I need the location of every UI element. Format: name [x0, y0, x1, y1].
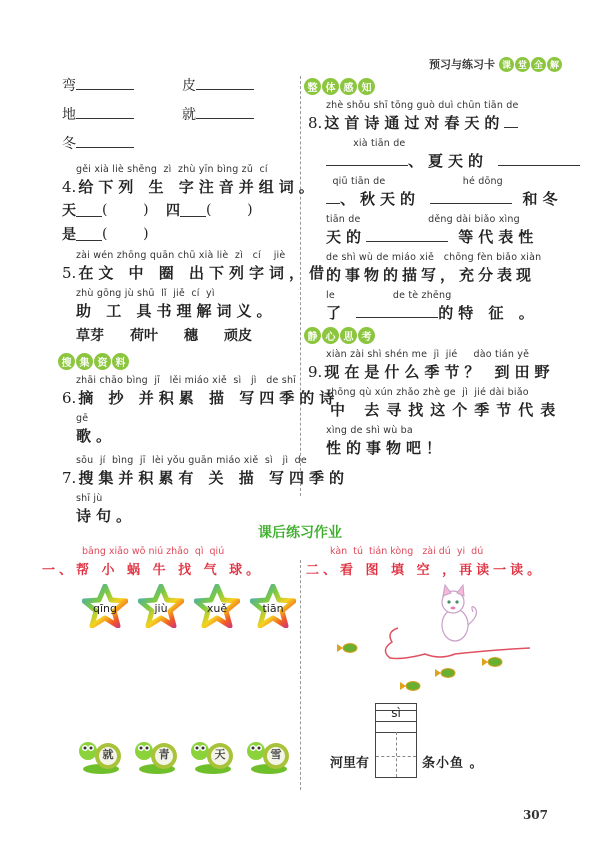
- question-text: 、秋天的 和冬: [308, 188, 558, 210]
- question-number: 5.: [62, 264, 77, 282]
- question-text: 歌。: [76, 427, 117, 445]
- pinyin-line: shī jù: [76, 493, 103, 504]
- pinyin-line: qiū tiān de hé dōng: [326, 176, 503, 187]
- page-header: [429, 56, 562, 72]
- word: 穗: [184, 328, 198, 344]
- exercise-text: 一、帮 小 蜗 牛 找 气 球。: [42, 563, 264, 578]
- pinyin-line: zhù gōng jù shū lǐ jiě cí yì: [76, 288, 215, 299]
- fill-row: [62, 128, 294, 157]
- pinyin-line: xiàn zài shì shén me jì jié dào tián yě: [326, 349, 530, 360]
- badge-char: 全: [531, 57, 546, 72]
- question-4: [62, 163, 319, 246]
- question-9: [308, 348, 563, 459]
- snail[interactable]: [189, 735, 235, 777]
- badge-char: 课: [499, 57, 514, 72]
- fill-row: [62, 198, 294, 222]
- cat-fish-illustration: [330, 580, 530, 695]
- answer-blank[interactable]: [76, 227, 102, 241]
- pinyin-line: gē: [76, 413, 89, 424]
- snail[interactable]: [133, 735, 179, 777]
- river-picture: [330, 580, 530, 695]
- fill-item: [62, 104, 160, 124]
- fish-icon: [435, 669, 455, 678]
- pinyin-line: de shì wù de miáo xiě chōng fèn biǎo xiàn: [326, 252, 542, 263]
- snail[interactable]: [77, 735, 123, 777]
- question-number: 4.: [62, 178, 77, 196]
- fill-row: [62, 99, 294, 128]
- snail-char: 天: [214, 748, 226, 761]
- pinyin-line: xià tiān de: [308, 138, 406, 149]
- star-balloon[interactable]: [82, 584, 128, 628]
- fill-row: [62, 222, 294, 246]
- fill-char: 弯: [62, 77, 76, 94]
- answer-blank[interactable]: [430, 190, 512, 204]
- pinyin-line: tiān de děng dài biǎo xìng: [326, 214, 520, 225]
- question-text: 天的 等代表性: [326, 228, 539, 246]
- pinyin-line: zhè shǒu shī tōng guò duì chūn tiān de: [326, 100, 519, 111]
- question-text: 6. 摘 抄 并积累 描 写四季的诗: [62, 389, 340, 407]
- sentence-right: 条小鱼 。: [422, 756, 484, 771]
- pinyin-line: gěi xià liè shēng zì zhù yīn bìng zǔ cí: [76, 164, 268, 175]
- question-text: 、夏天的: [308, 150, 558, 172]
- fill-char: 天: [62, 203, 76, 219]
- sentence-left: 河里有: [330, 756, 370, 771]
- fill-item: [62, 75, 160, 95]
- fill-item: [182, 75, 254, 95]
- question-text: 7. 搜集并积累有 关 描 写四季的: [62, 469, 349, 487]
- answer-blank[interactable]: [76, 203, 102, 217]
- fill-char: 皮: [182, 77, 196, 94]
- fill-row: [62, 70, 294, 99]
- answer-blank[interactable]: [326, 190, 340, 204]
- question-8: [308, 99, 563, 324]
- pinyin-line: xìng de shì wù ba: [326, 425, 413, 436]
- badge-char: 堂: [515, 57, 530, 72]
- answer-blank[interactable]: [180, 203, 206, 217]
- fill-char: 是: [62, 227, 76, 243]
- fill-item: [62, 133, 134, 153]
- star-balloon[interactable]: [250, 584, 296, 628]
- star-pinyin: xuě: [206, 601, 228, 615]
- balloon-stars: [82, 584, 296, 628]
- section-badge-collect: 搜 集 资 料: [58, 353, 294, 370]
- header-title: 预习与练习卡: [429, 58, 495, 71]
- snail-char: 雪: [270, 748, 282, 761]
- star-pinyin: jiù: [154, 601, 168, 615]
- pinyin-line: le de tè zhēng: [326, 290, 452, 301]
- answer-blank[interactable]: [196, 105, 254, 119]
- star-balloon[interactable]: [194, 584, 240, 628]
- tianzige-answer-box[interactable]: [375, 703, 417, 778]
- badge-char: 解: [547, 57, 562, 72]
- snail-row: [77, 735, 291, 777]
- exercise-text: 二、看 图 填 空 ，再读一读。: [306, 563, 545, 578]
- box-pinyin: sì: [391, 706, 401, 720]
- column-divider-bottom: [300, 560, 301, 790]
- section-badge-overall: 整 体 感 知: [304, 78, 558, 95]
- answer-blank[interactable]: [76, 134, 134, 148]
- column-divider-top: [300, 76, 301, 496]
- star-pinyin: qīng: [93, 601, 117, 615]
- fill-item: [182, 104, 254, 124]
- pinyin-line: zhāi chāo bìng jī lěi miáo xiě sì jì de shī: [76, 375, 297, 386]
- question-text: 中 去寻找这个季节代表: [330, 401, 563, 419]
- question-6: [62, 374, 340, 447]
- question-text: 4. 给下列 生 字注音并组词。: [62, 178, 319, 196]
- question-number: 6.: [62, 389, 77, 407]
- cat-icon: [442, 585, 476, 641]
- answer-blank[interactable]: [326, 152, 408, 166]
- header-badge: [499, 57, 562, 72]
- answer-blank[interactable]: [76, 76, 134, 90]
- star-balloon[interactable]: [138, 584, 184, 628]
- pinyin-line: sōu jí bìng jī lèi yǒu guān miáo xiě sì jì de: [76, 455, 307, 466]
- question-text: 了 的特 征 。: [326, 304, 539, 322]
- pinyin-paren[interactable]: ( ): [102, 226, 149, 242]
- fish-icon: [482, 658, 502, 667]
- exercise-2-heading: [306, 546, 544, 578]
- question-7: [62, 454, 349, 527]
- snail-char: 就: [102, 748, 114, 761]
- question-text: 5. 在文 中 圈 出下列字词，借: [62, 264, 329, 282]
- question-number: 7.: [62, 469, 77, 487]
- question-text: 9. 现在是什么季节？ 到田野: [308, 363, 555, 381]
- question-text: 诗句。: [76, 507, 137, 525]
- word-list: [62, 322, 294, 350]
- fill-char: 冬: [62, 135, 76, 152]
- star-pinyin: tiān: [262, 601, 284, 615]
- snail[interactable]: [245, 735, 291, 777]
- right-column: [307, 78, 563, 459]
- fill-char: 四: [166, 203, 180, 219]
- homework-title: 课后练习作业: [258, 525, 342, 541]
- answer-blank[interactable]: [498, 152, 580, 166]
- answer-blank[interactable]: [504, 114, 518, 128]
- word: 顽皮: [224, 328, 252, 344]
- question-number: 8.: [308, 114, 323, 132]
- page-number: 307: [522, 808, 548, 822]
- word: 草芽: [76, 328, 104, 344]
- pinyin-paren[interactable]: ( ): [206, 202, 253, 218]
- exercise-1-heading: [42, 546, 263, 578]
- question-5: [62, 249, 329, 350]
- question-text: 性的事物吧！: [326, 439, 447, 457]
- question-text: 8. 这首诗通过对春天的: [308, 112, 558, 134]
- word: 荷叶: [130, 328, 158, 344]
- answer-blank[interactable]: [76, 105, 134, 119]
- section-badge-reflect: 静 心 思 考: [304, 327, 558, 344]
- fill-char: 就: [182, 106, 196, 123]
- answer-blank[interactable]: [366, 228, 448, 242]
- pinyin-line: zài wén zhōng quān chū xià liè zì cí jiè: [76, 250, 286, 261]
- question-text: 的事物的描写，充分表现: [326, 266, 536, 284]
- snail-char: 青: [158, 748, 170, 761]
- pinyin-line: kàn tú tián kòng zài dú yi dú: [330, 546, 484, 557]
- fish-icon: [337, 644, 357, 653]
- pinyin-paren[interactable]: ( ): [102, 202, 149, 218]
- fill-char: 地: [62, 106, 76, 123]
- question-number: 9.: [308, 363, 323, 381]
- fish-icon: [400, 682, 420, 691]
- question-text: 助 工 具书理解词义。: [76, 302, 277, 320]
- answer-blank[interactable]: [356, 304, 438, 318]
- pinyin-line: bāng xiǎo wō niú zhǎo qì qiú: [82, 546, 225, 557]
- pinyin-line: zhōng qù xún zhǎo zhè ge jì jié dài biǎo: [326, 387, 529, 398]
- answer-blank[interactable]: [196, 76, 254, 90]
